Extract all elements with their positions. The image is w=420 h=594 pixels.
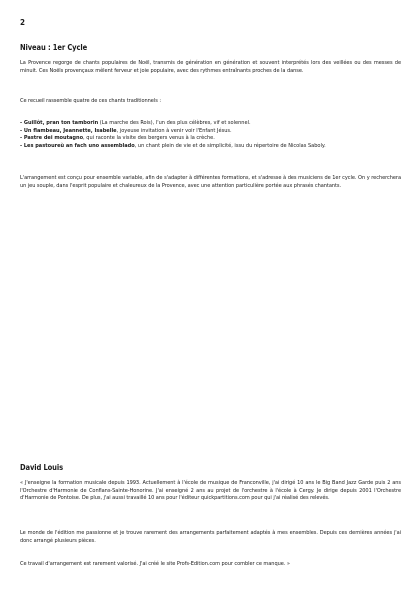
song-title: - Pastre dei moutagno [20,135,84,142]
collection-intro: Ce recueil rassemble quatre de ces chants traditionnels : [20,98,161,104]
list-item [20,120,401,128]
song-title: - Guillôt, pran ton tamborin [20,120,99,126]
author-heading: David Louis [20,463,64,472]
song-description: , un chant plein de vie et de simplicité, issu du répertoire de Nicolas Saboly. [134,142,326,149]
song-description: (La marche des Rois), l'un des plus célèbres, vif et solennel. [98,120,251,126]
page-number: 2 [20,18,26,27]
list-item [20,135,401,143]
list-item [20,143,401,151]
level-heading: Niveau : 1er Cycle [20,43,88,52]
song-description: , qui raconte la visite des bergers venus à la crèche. [83,135,215,142]
author-passion-paragraph: Le monde de l'édition me passionne et je trouve rarement des arrangements parfaitement adaptés à mes ensembles. Depuis ces dernières années j'ai donc arrangé plusieurs pièces. [20,530,401,544]
song-description: , joyeuse invitation à venir voir l'Enfant Jésus. [116,127,232,134]
arrangement-paragraph: L'arrangement est conçu pour ensemble variable, afin de s'adapter à différentes formations, et s'adresse à des musiciens de 1er cycle. On y recherchera un jeu souple, dans l'esprit populaire et chaleureux de la Provence, avec une attention particulière portée aux phrasés chantants. [20,175,401,189]
song-title: - Les pastoureù an fach uno assemblado [20,142,135,149]
author-closing-paragraph: Ce travail d'arrangement est rarement valorisé. J'ai créé le site Profs-Edition.com pour combler ce manque. » [20,561,290,567]
song-list [20,120,401,150]
author-bio-paragraph: « J'enseigne la formation musicale depuis 1993. Actuellement à l'école de musique de Franconville, j'ai dirigé 10 ans le Big Band Jazz Garde puis 2 ans l'Orchestre d'Harmonie de Conflans-Sainte-Honorine. J'ai enseigné 2 ans au projet de l'orchestre à l'école à Cergy. Je dirige depuis 2001 l'Orchestre d'Harmonie de Pontoise. De plus, j'ai aussi travaillé 10 ans pour l'éditeur quickpartitions.com pour qui j'ai réalisé des relevés. [20,480,401,502]
song-title: - Un flambeau, Jeannette, Isabelle [20,127,117,134]
intro-paragraph: La Provence regorge de chants populaires de Noël, transmis de génération en génération et souvent interprétés lors des veillées ou des messes de minuit. Ces Noëls provençaux mêlent ferveur et joie populaire, avec des rythmes entraînants proches de la danse. [20,60,401,74]
